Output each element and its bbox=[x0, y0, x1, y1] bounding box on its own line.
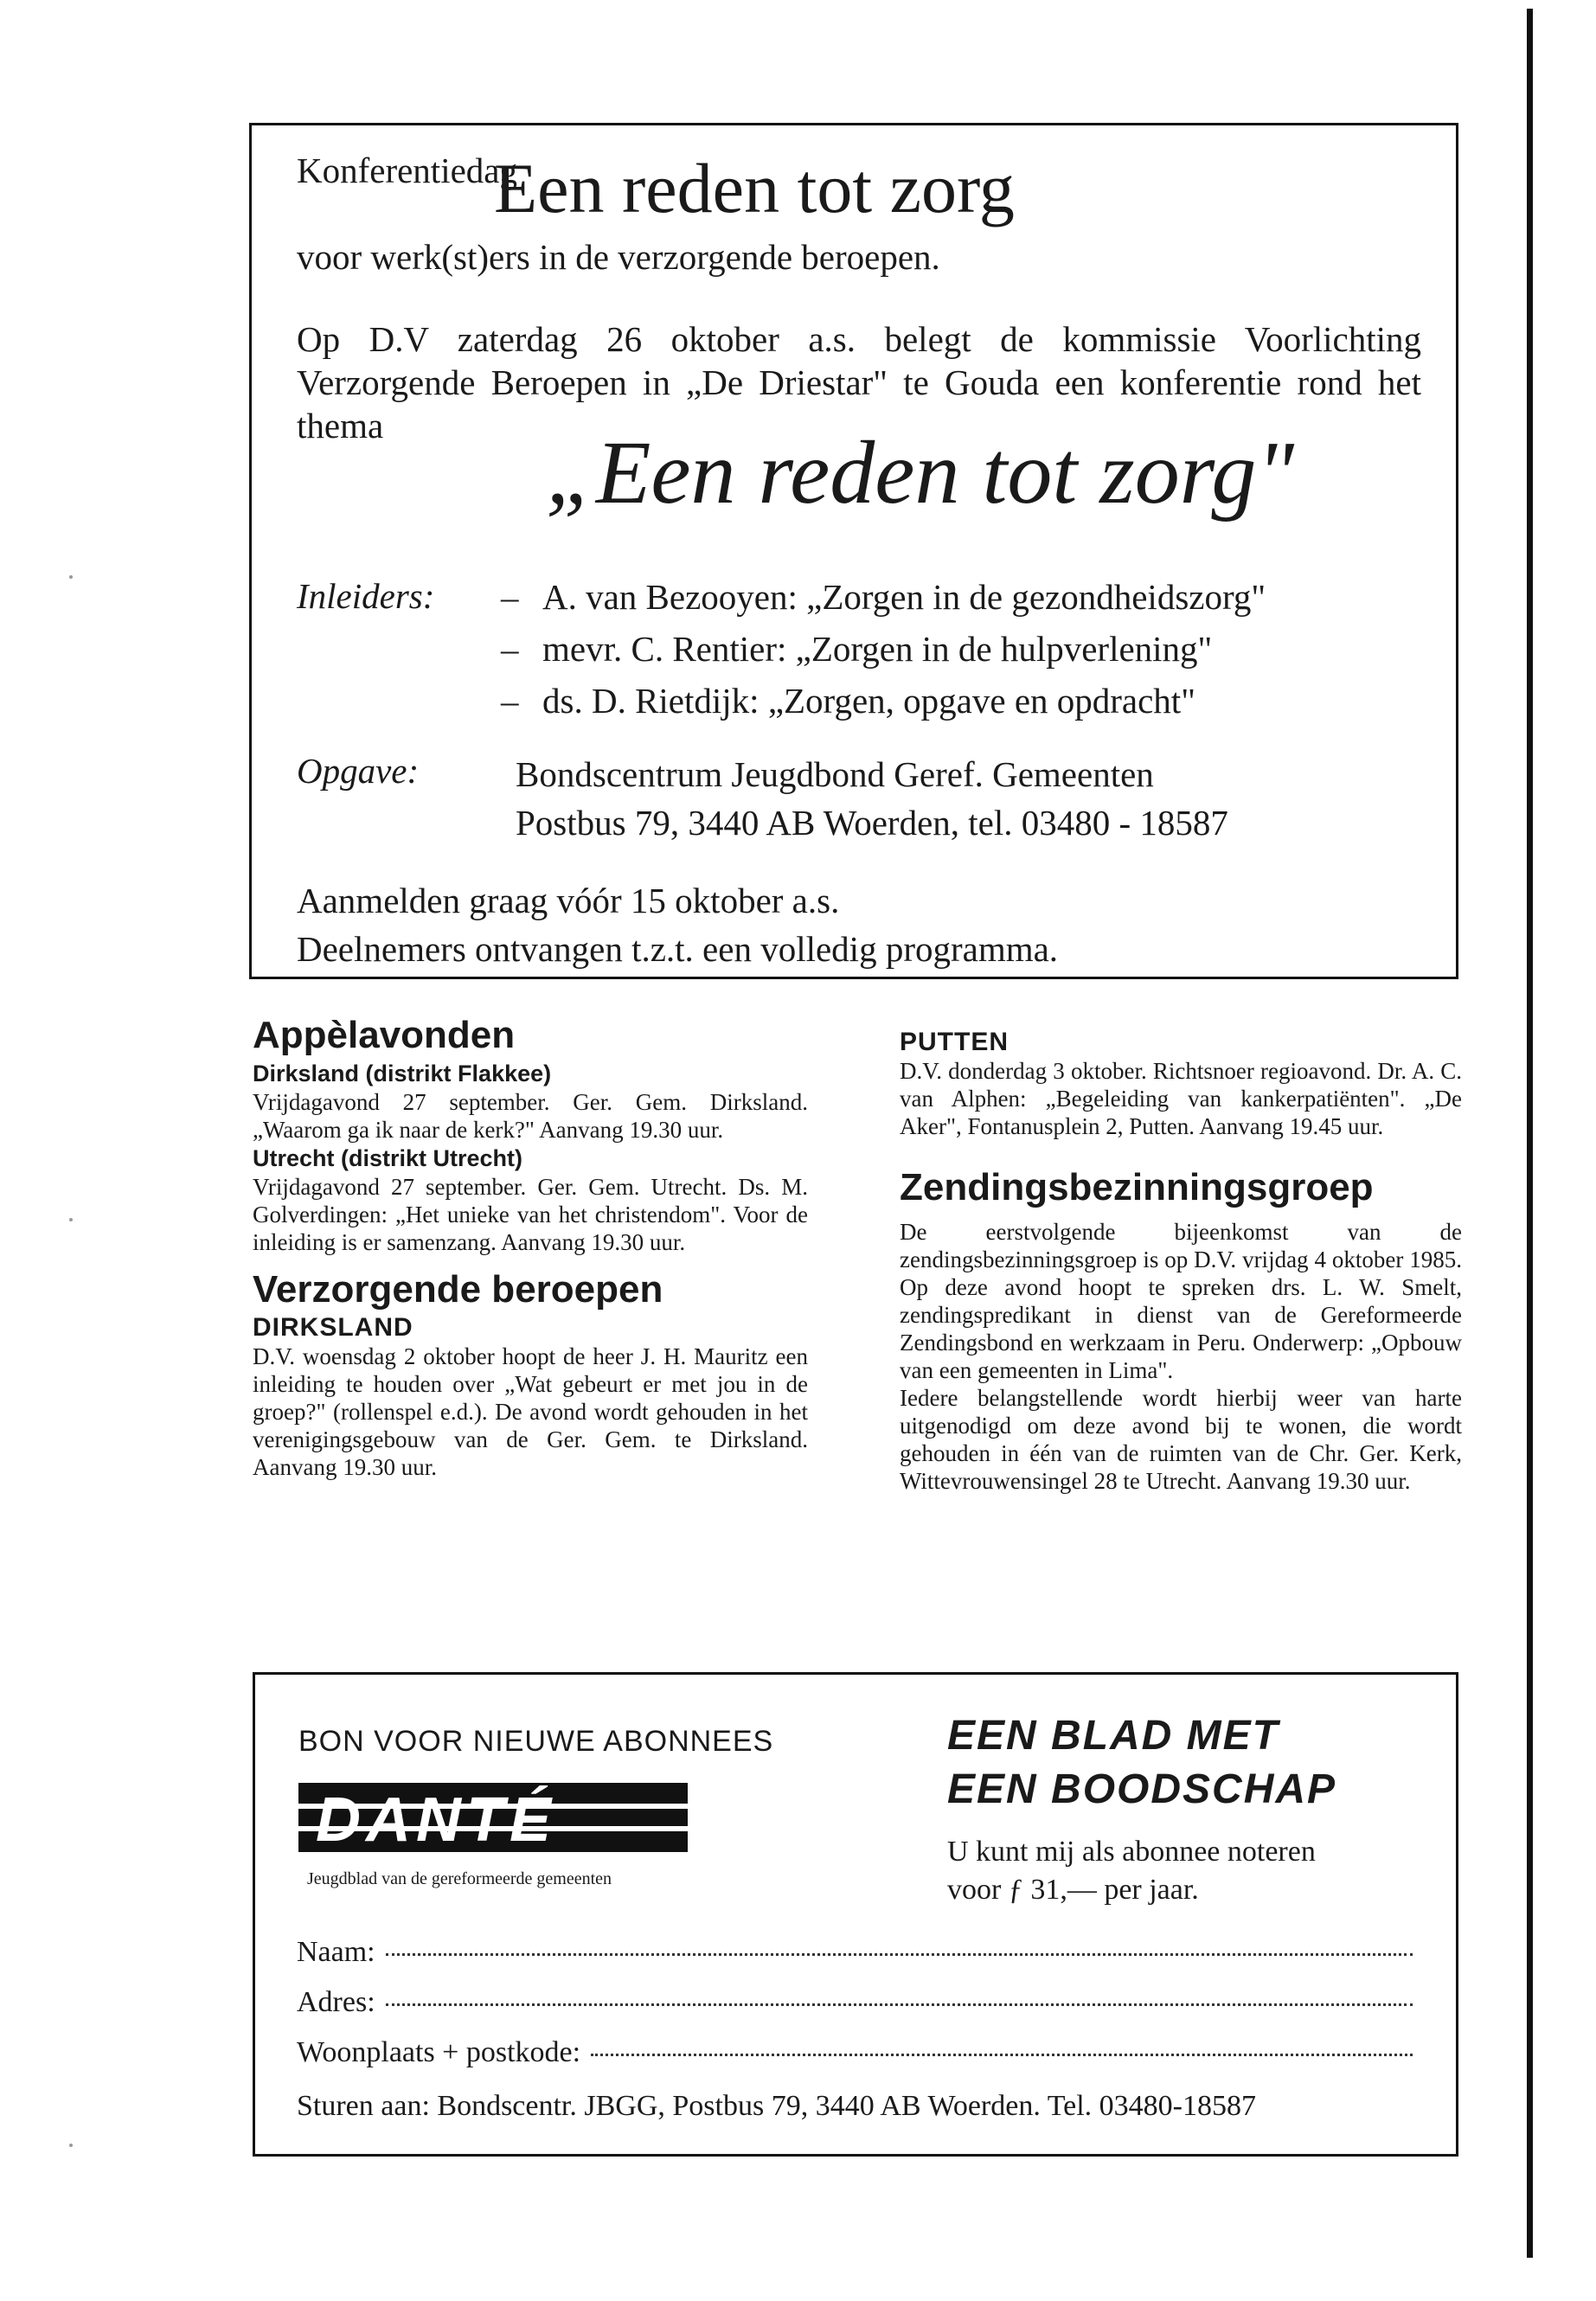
price-line: U kunt mij als abonnee noteren bbox=[947, 1836, 1316, 1868]
speaker-item: – ds. D. Rietdijk: „Zorgen, opgave en opdracht" bbox=[501, 675, 1266, 727]
dirksland-text: Vrijdagavond 27 september. Ger. Gem. Dirksland. „Waarom ga ik naar de kerk?" Aanvang 19.30 uur. bbox=[253, 1089, 808, 1143]
conference-theme: „Een reden tot zorg" bbox=[546, 423, 1295, 522]
dirksland-heading: Dirksland (distrikt Flakkee) bbox=[253, 1061, 552, 1086]
conference-kicker: Konferentiedag bbox=[297, 151, 517, 190]
speakers-list bbox=[501, 571, 1266, 727]
putten-place: PUTTEN bbox=[900, 1028, 1009, 1056]
address-field[interactable] bbox=[297, 1986, 1413, 2019]
zending-heading: Zendingsbezinningsgroep bbox=[900, 1166, 1374, 1208]
logo-wordmark: DANTÉ bbox=[316, 1785, 556, 1852]
organizer-line: Bondscentrum Jeugdbond Geref. Gemeenten bbox=[516, 754, 1154, 794]
name-field[interactable] bbox=[297, 1936, 1413, 1969]
utrecht-heading: Utrecht (distrikt Utrecht) bbox=[253, 1145, 523, 1171]
logo-caption: Jeugdblad van de gereformeerde gemeenten bbox=[307, 1869, 612, 1888]
conference-title: Een reden tot zorg bbox=[494, 149, 1015, 228]
subscription-coupon bbox=[253, 1672, 1458, 2157]
city-label: Woonplaats + postkode: bbox=[297, 2036, 581, 2068]
putten-text: D.V. donderdag 3 oktober. Richtsnoer regioavond. Dr. A. C. van Alphen: „Begeleiding van kankerpatiënten". „De Aker", Fontanusplein 2, Putten. Aanvang 19.45 uur. bbox=[900, 1058, 1462, 1139]
verzorgende-place: DIRKSLAND bbox=[253, 1313, 413, 1342]
price-line: voor ƒ 31,— per jaar. bbox=[947, 1874, 1199, 1906]
city-postcode-field[interactable] bbox=[297, 2036, 1413, 2069]
speaker-item: – A. van Bezooyen: „Zorgen in de gezondheidszorg" bbox=[501, 571, 1266, 623]
zending-invitation: Iedere belangstellende wordt hierbij weer van harte uitgenodigd om deze avond bij te wonen, die wordt gehouden in één van de ruimten van de Chr. Ger. Kerk, Wittevrouwensingel 28 te Utrecht. Aanvang 19.30 uur. bbox=[900, 1385, 1462, 1494]
verzorgende-heading: Verzorgende beroepen bbox=[253, 1268, 663, 1311]
right-column bbox=[900, 1028, 1462, 1495]
signup-info bbox=[297, 876, 1058, 973]
name-label: Naam: bbox=[297, 1936, 375, 1968]
verzorgende-text: D.V. woensdag 2 oktober hoopt de heer J. H. Mauritz een inleiding te houden over „Wat gebeurt er met jou in de groep?" (rollenspel e.d.). De avond wordt gehouden in het verenigingsgebouw van de Ger. Gem. te Dirksland. Aanvang 19.30 uur. bbox=[253, 1343, 808, 1480]
appel-heading: Appèlavonden bbox=[253, 1014, 516, 1056]
scan-speck bbox=[69, 2144, 73, 2147]
slogan-line: EEN BLAD MET bbox=[947, 1713, 1279, 1759]
organizer-line: Postbus 79, 3440 AB Woerden, tel. 03480 - 18587 bbox=[516, 803, 1228, 843]
send-address: Sturen aan: Bondscentr. JBGG, Postbus 79, 3440 AB Woerden. Tel. 03480-18587 bbox=[297, 2090, 1256, 2122]
scan-speck bbox=[69, 575, 73, 579]
page-edge-line bbox=[1527, 9, 1533, 2258]
slogan bbox=[947, 1709, 1336, 1817]
scan-speck bbox=[69, 1218, 73, 1221]
signup-note: Deelnemers ontvangen t.z.t. een volledig programma. bbox=[297, 929, 1059, 969]
zending-text: De eerstvolgende bijeenkomst van de zendingsbezinningsgroep is op D.V. vrijdag 4 oktober 1985. Op deze avond hoopt te spreken drs. L. W. Smelt, zendingspredikant in dienst van de Gereformeerde Zendingsbond en werkzaam in Peru. Onderwerp: „Opbouw van een gemeenten in Lima". bbox=[900, 1219, 1462, 1383]
address-label: Adres: bbox=[297, 1986, 375, 2018]
speakers-label: Inleiders: bbox=[297, 576, 435, 616]
speaker-item: – mevr. C. Rentier: „Zorgen in de hulpverlening" bbox=[501, 623, 1266, 675]
organizer-address bbox=[516, 750, 1228, 847]
signup-label: Opgave: bbox=[297, 751, 420, 791]
slogan-line: EEN BOODSCHAP bbox=[947, 1766, 1337, 1812]
price-info bbox=[947, 1833, 1316, 1909]
conference-intro: Op D.V zaterdag 26 oktober a.s. belegt de kommissie Voorlichting Verzorgende Beroepen in „De Driestar" te Gouda een konferentie rond het thema bbox=[297, 319, 1421, 445]
dante-logo bbox=[298, 1783, 688, 1852]
signup-deadline: Aanmelden graag vóór 15 oktober a.s. bbox=[297, 881, 840, 920]
utrecht-text: Vrijdagavond 27 september. Ger. Gem. Utrecht. Ds. M. Golverdingen: „Het unieke van het christendom". Voor de inleiding is er samenzang. Aanvang 19.30 uur. bbox=[253, 1174, 808, 1255]
conference-box bbox=[249, 123, 1458, 979]
conference-subtitle: voor werk(st)ers in de verzorgende beroepen. bbox=[297, 237, 940, 277]
coupon-title: BON VOOR NIEUWE ABONNEES bbox=[298, 1725, 774, 1758]
left-column bbox=[253, 1012, 808, 1481]
